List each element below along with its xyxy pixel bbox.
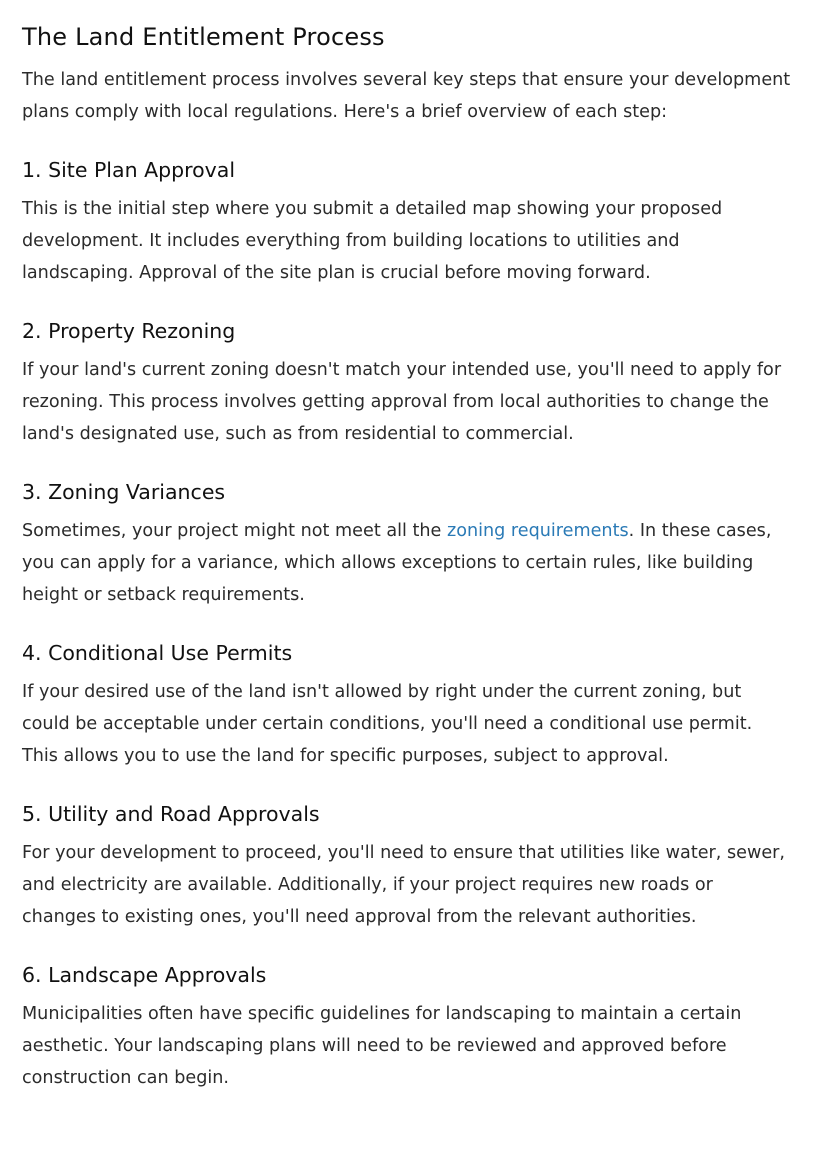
zoning-requirements-link[interactable]: zoning requirements — [446, 521, 629, 541]
section-heading: 6. Landscape Approvals — [22, 963, 267, 987]
section-body: If your desired use of the land isn't allowed by right under the current zoning, but could be acceptable under certain conditions, you'll need a conditional use permit. This allows you to use the land for specific purposes, subject to approval. — [22, 682, 753, 766]
section-body: If your land's current zoning doesn't match your intended use, you'll need to apply for rezoning. This process involves getting approval from local authorities to change the land's designated use, such as from residential to commercial. — [22, 360, 782, 444]
section-body-after-link: . In these cases, you can apply for a variance, which allows exceptions to certain rules, like building height or setback requirements. — [22, 521, 772, 605]
section-body: This is the initial step where you submit a detailed map showing your proposed development. It includes everything from building locations to utilities and landscaping. Approval of the site plan is crucial before moving forward. — [22, 199, 723, 283]
section-body — [22, 515, 791, 611]
page-title: The Land Entitlement Process — [22, 23, 385, 51]
section-heading: 3. Zoning Variances — [22, 480, 226, 504]
section-heading: 4. Conditional Use Permits — [22, 641, 293, 665]
section-body: Municipalities often have specific guidelines for landscaping to maintain a certain aesthetic. Your landscaping plans will need to be reviewed and approved before construction can begin. — [22, 1004, 742, 1088]
section-heading: 2. Property Rezoning — [22, 319, 236, 343]
section-heading: 5. Utility and Road Approvals — [22, 802, 320, 826]
intro-paragraph: The land entitlement process involves several key steps that ensure your development plans comply with local regulations. Here's a brief overview of each step: — [22, 70, 791, 122]
section-site-plan-approval — [22, 155, 791, 289]
section-zoning-variances — [22, 477, 791, 611]
section-utility-road-approvals — [22, 799, 791, 933]
section-landscape-approvals — [22, 960, 791, 1094]
section-conditional-use-permits — [22, 638, 791, 772]
section-property-rezoning — [22, 316, 791, 450]
section-body: For your development to proceed, you'll need to ensure that utilities like water, sewer, and electricity are available. Additionally, if your project requires new roads or changes to existing ones, you'll need approval from the relevant authorities. — [22, 843, 785, 927]
section-heading: 1. Site Plan Approval — [22, 158, 236, 182]
section-body-before-link: Sometimes, your project might not meet all the — [22, 521, 447, 541]
